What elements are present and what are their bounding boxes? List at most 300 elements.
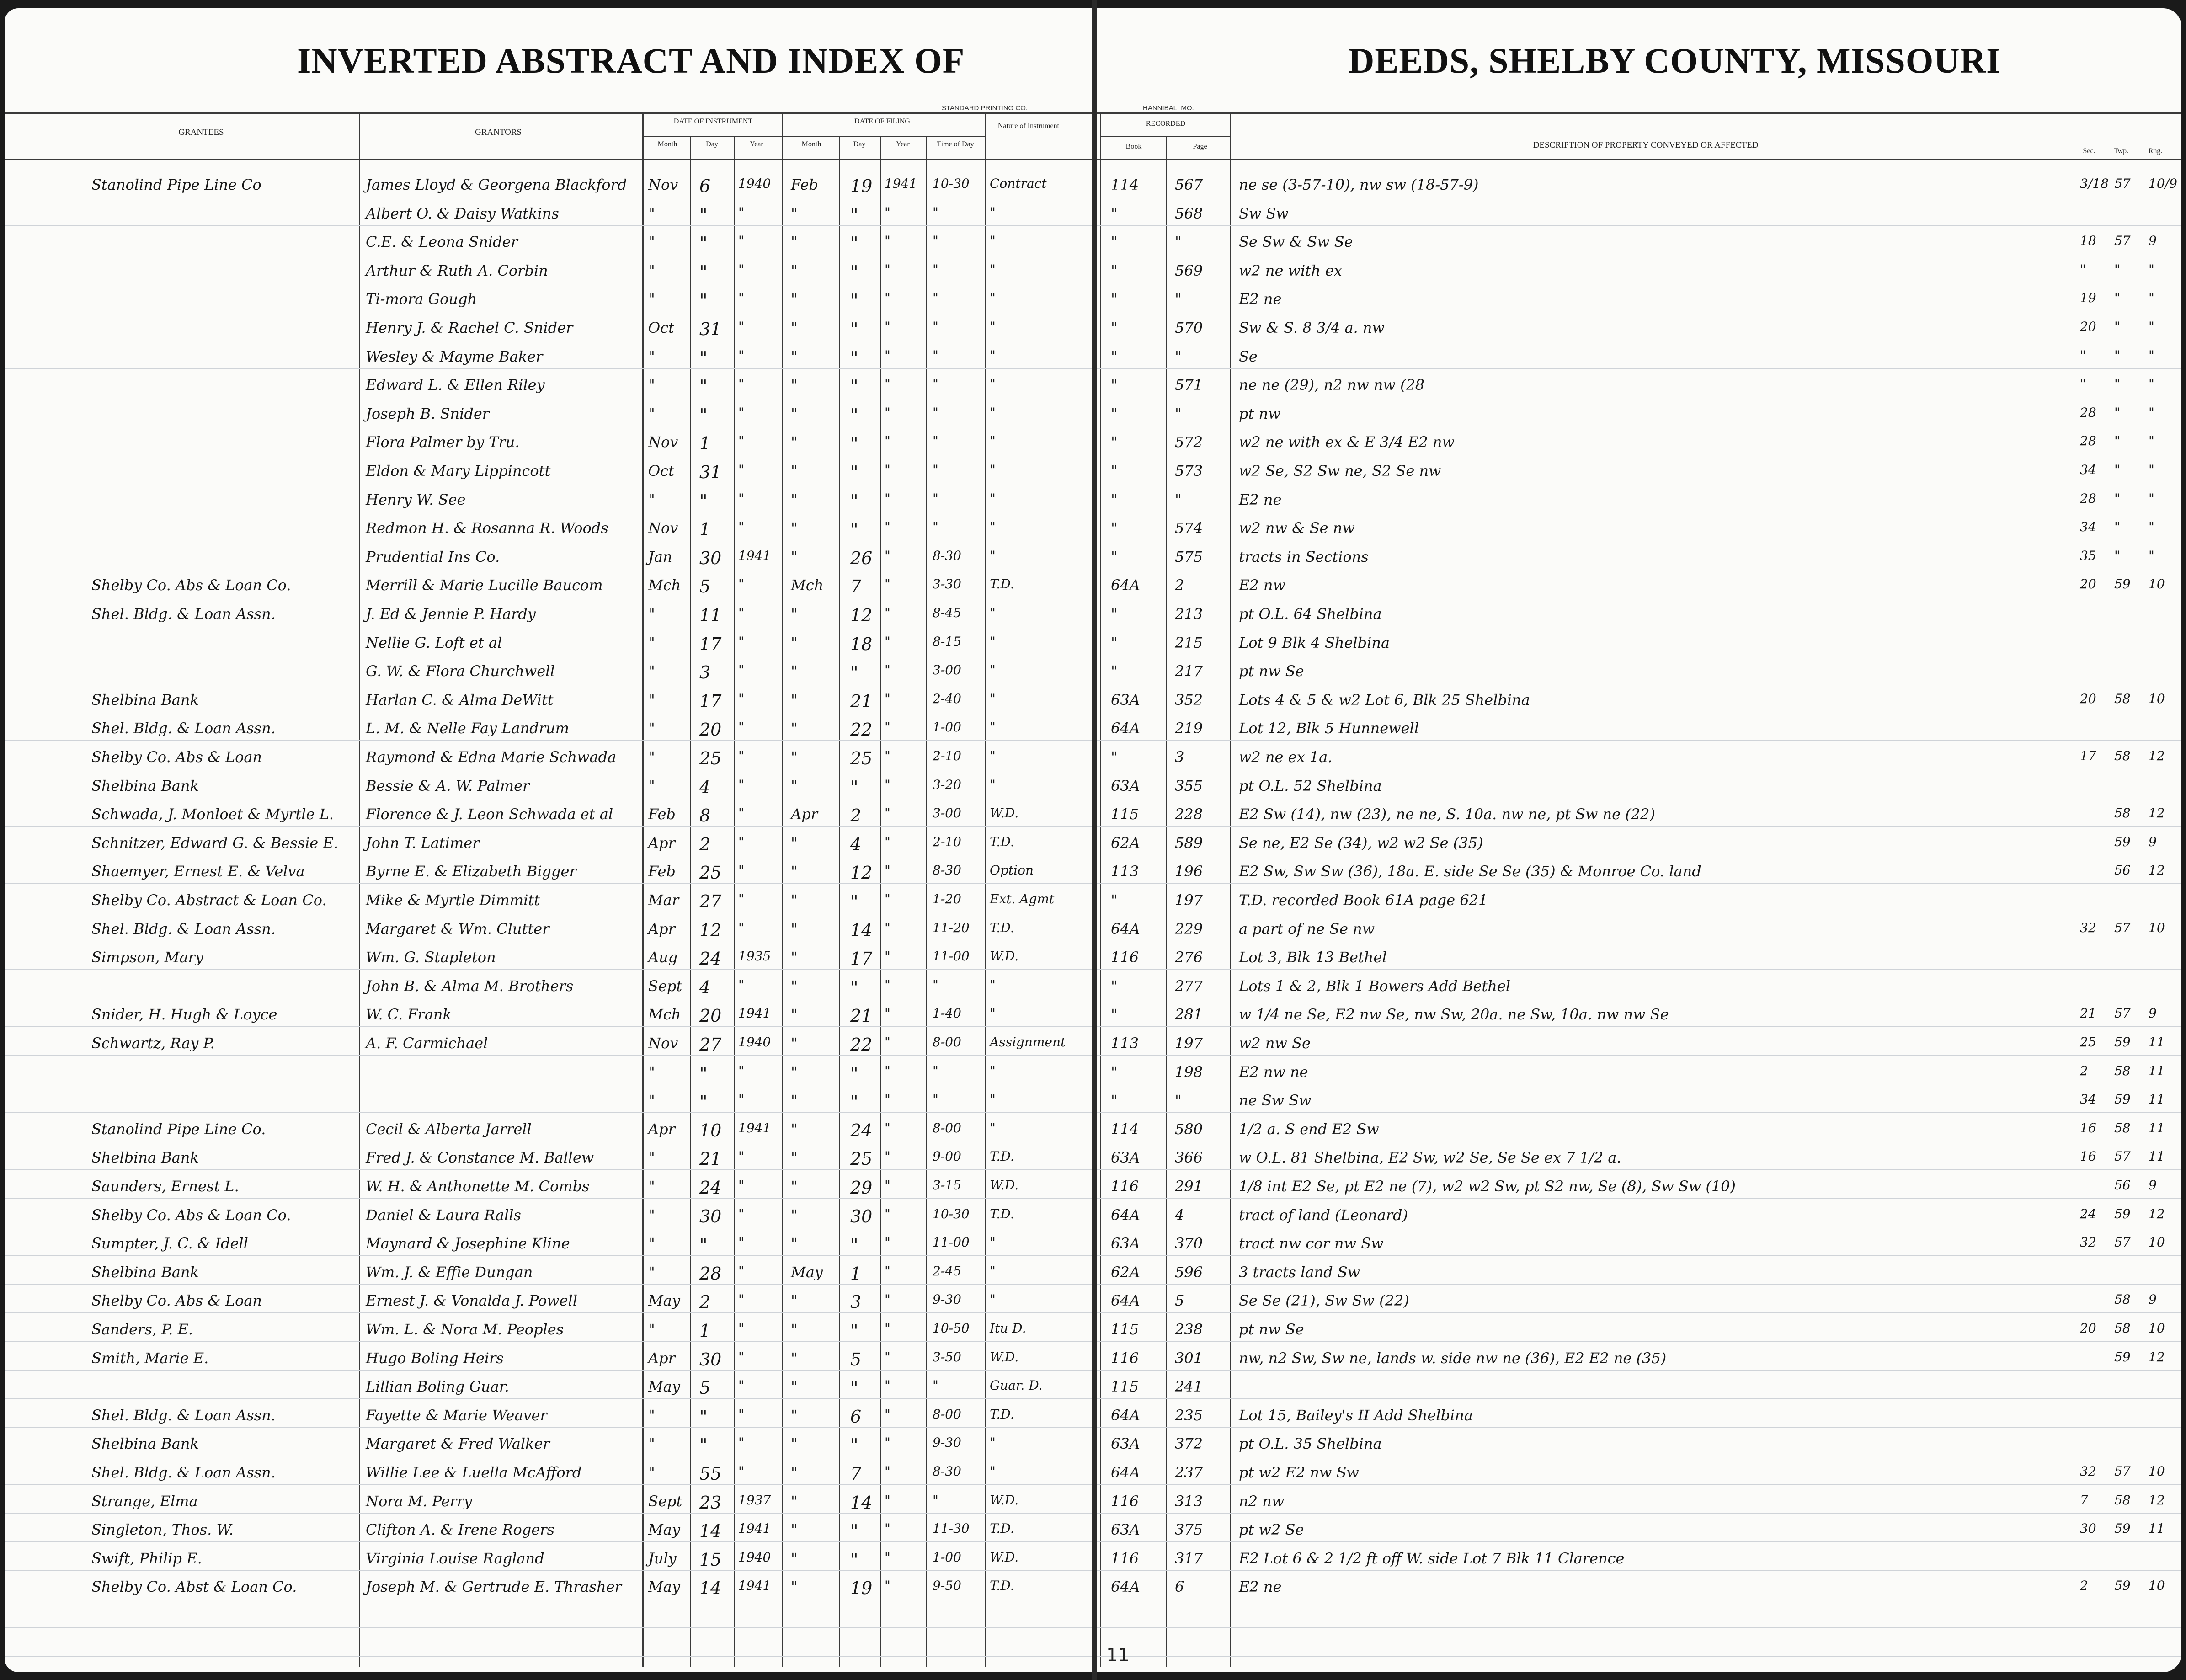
fil-month-cell: " <box>791 1321 798 1338</box>
fil-month-cell: " <box>791 433 798 451</box>
nature-cell: " <box>990 204 996 220</box>
grantor-cell: Redmon H. & Rosanna R. Woods <box>366 519 608 537</box>
twp-cell: 58 <box>2114 1492 2131 1508</box>
inst-day-cell: 5 <box>699 576 711 597</box>
time-cell: 3-30 <box>933 576 961 592</box>
time-cell: 3-50 <box>933 1349 961 1365</box>
fil-year-cell: " <box>885 1120 890 1136</box>
grantor-cell: James Lloyd & Georgena Blackford <box>366 176 627 193</box>
inst-day-cell: " <box>699 1235 708 1255</box>
rng-cell: 10 <box>2149 691 2165 706</box>
fil-month-cell: " <box>791 519 798 537</box>
book-cell: 63A <box>1111 1149 1140 1167</box>
twp-cell: 57 <box>2114 176 2131 191</box>
inst-month-header: Month <box>657 140 677 148</box>
book-cell: " <box>1111 405 1118 422</box>
grantee-cell: Smith, Marie E. <box>91 1349 209 1367</box>
inst-year-cell: " <box>738 1149 744 1164</box>
inst-year-cell: " <box>738 1435 744 1451</box>
inst-month-cell: Apr <box>648 834 675 852</box>
fil-year-cell: " <box>885 748 890 763</box>
inst-day-cell: 6 <box>699 176 711 196</box>
twp-cell: 58 <box>2114 748 2131 763</box>
time-cell: " <box>933 1063 938 1078</box>
fil-day-cell: 12 <box>850 605 873 625</box>
rng-cell: 12 <box>2149 748 2165 763</box>
grantee-cell: Shelby Co. Abstract & Loan Co. <box>91 891 327 909</box>
inst-day-header: Day <box>706 140 718 148</box>
nature-cell: " <box>990 1292 996 1307</box>
book-cell: " <box>1111 376 1118 394</box>
book-cell: " <box>1111 319 1118 336</box>
book-cell: 114 <box>1111 1120 1139 1138</box>
time-cell: " <box>933 519 938 535</box>
col-line-page <box>1166 136 1167 1667</box>
page-cell: 4 <box>1175 1206 1184 1224</box>
page-cell: " <box>1175 405 1182 422</box>
time-cell: 9-00 <box>933 1149 961 1164</box>
time-cell: 1-00 <box>933 1549 961 1565</box>
nature-cell: " <box>990 1235 996 1250</box>
fil-day-cell: " <box>850 1378 858 1398</box>
twp-cell: 58 <box>2114 805 2131 821</box>
fil-month-cell: " <box>791 261 798 279</box>
grantee-cell: Shelby Co. Abs & Loan Co. <box>91 576 291 594</box>
rng-cell: 11 <box>2149 1063 2165 1078</box>
fil-day-cell: " <box>850 433 858 454</box>
inst-day-cell: 27 <box>699 1035 722 1055</box>
page-cell: 313 <box>1175 1492 1203 1510</box>
fil-day-cell: 18 <box>850 634 873 654</box>
nature-cell: W.D. <box>990 1549 1019 1565</box>
fil-year-cell: " <box>885 863 890 878</box>
ruled-line <box>1097 1427 2181 1428</box>
fil-day-cell: 22 <box>850 1035 873 1055</box>
ruled-line <box>5 368 1092 369</box>
twp-cell: " <box>2114 462 2120 477</box>
sec-cell: " <box>2080 261 2086 277</box>
grantee-cell: Shelbina Bank <box>91 691 199 709</box>
time-cell: 3-00 <box>933 805 961 821</box>
inst-day-cell: 10 <box>699 1120 722 1141</box>
desc-cell: E2 nw ne <box>1239 1063 1308 1081</box>
ruled-line <box>1097 1284 2181 1285</box>
inst-year-cell: " <box>738 777 744 792</box>
grantor-cell: Virginia Louise Ragland <box>366 1549 544 1567</box>
fil-year-cell: 1941 <box>885 176 917 191</box>
inst-month-cell: " <box>648 1435 655 1453</box>
twp-cell: " <box>2114 519 2120 535</box>
time-cell: " <box>933 977 938 992</box>
grantor-cell: G. W. & Flora Churchwell <box>366 662 555 680</box>
inst-year-cell: " <box>738 1063 744 1078</box>
inst-year-cell: " <box>738 720 744 735</box>
time-cell: 11-00 <box>933 949 970 964</box>
fil-month-cell: " <box>791 491 798 508</box>
inst-day-cell: 12 <box>699 920 722 940</box>
header-top-rule <box>5 112 1092 114</box>
inst-year-cell: 1937 <box>738 1492 771 1508</box>
desc-cell: Sw & S. 8 3/4 a. nw <box>1239 319 1385 336</box>
rng-cell: 10/9 <box>2149 176 2177 191</box>
ruled-line <box>5 1112 1092 1113</box>
ruled-line <box>5 1198 1092 1199</box>
time-cell: " <box>933 376 938 392</box>
time-of-day-header: Time of Day <box>937 140 974 148</box>
inst-month-cell: July <box>648 1549 677 1567</box>
inst-year-cell: 1941 <box>738 548 771 563</box>
grantor-cell: L. M. & Nelle Fay Landrum <box>366 720 569 737</box>
ruled-line <box>5 883 1092 884</box>
rng-cell: 12 <box>2149 1349 2165 1365</box>
twp-cell: 58 <box>2114 691 2131 706</box>
fil-month-cell: " <box>791 748 798 766</box>
page-cell: 596 <box>1175 1263 1203 1281</box>
nature-cell: " <box>990 1092 996 1107</box>
page-cell: 570 <box>1175 319 1203 336</box>
ruled-line <box>1097 1112 2181 1113</box>
time-cell: 11-00 <box>933 1235 970 1250</box>
inst-year-cell: " <box>738 519 744 535</box>
right-ledger-page <box>1097 8 2181 1672</box>
ruled-line <box>5 1427 1092 1428</box>
grantor-cell: John B. & Alma M. Brothers <box>366 977 574 995</box>
fil-year-cell: " <box>885 1149 890 1164</box>
grantor-cell: Ti-mora Gough <box>366 290 477 308</box>
desc-cell: nw, n2 Sw, Sw ne, lands w. side nw ne (36), E2 E2 ne (35) <box>1239 1349 1667 1367</box>
ruled-line <box>5 225 1092 226</box>
inst-day-cell: " <box>699 261 708 282</box>
grantee-cell: Stanolind Pipe Line Co <box>91 176 261 193</box>
inst-month-cell: Mar <box>648 891 679 909</box>
grantee-cell: Schwada, J. Monloet & Myrtle L. <box>91 805 334 823</box>
inst-month-cell: May <box>648 1578 680 1596</box>
ruled-line <box>1097 1169 2181 1170</box>
fil-month-cell: " <box>791 1235 798 1253</box>
desc-cell: pt O.L. 52 Shelbina <box>1239 777 1382 795</box>
book-cell: 64A <box>1111 1578 1140 1596</box>
fil-year-cell: " <box>885 376 890 392</box>
fil-month-cell: " <box>791 319 798 336</box>
book-cell: 113 <box>1111 863 1139 880</box>
inst-year-cell: 1940 <box>738 176 771 191</box>
inst-month-cell: " <box>648 1149 655 1167</box>
ruled-line <box>1097 1255 2181 1256</box>
desc-cell: T.D. recorded Book 61A page 621 <box>1239 891 1488 909</box>
time-cell: " <box>933 491 938 506</box>
fil-day-cell: " <box>850 204 858 225</box>
book-cell: 115 <box>1111 1321 1139 1338</box>
fil-day-cell: " <box>850 1521 858 1541</box>
time-cell: 3-00 <box>933 662 961 678</box>
grantor-cell: C.E. & Leona Snider <box>366 233 518 251</box>
time-cell: 2-10 <box>933 834 961 849</box>
time-cell: " <box>933 462 938 477</box>
nature-cell: " <box>990 319 996 334</box>
fil-month-cell: " <box>791 605 798 623</box>
inst-month-cell: Nov <box>648 1035 678 1052</box>
rng-cell: 9 <box>2149 233 2157 249</box>
ruled-line <box>1097 1370 2181 1371</box>
fil-day-cell: 4 <box>850 834 862 854</box>
inst-month-cell: May <box>648 1521 680 1539</box>
time-cell: 2-10 <box>933 748 961 763</box>
desc-cell: w2 Se, S2 Sw ne, S2 Se nw <box>1239 462 1441 480</box>
page-cell: 366 <box>1175 1149 1203 1167</box>
twp-cell: 57 <box>2114 233 2131 249</box>
grantor-cell: Lillian Boling Guar. <box>366 1378 509 1396</box>
nature-cell: Contract <box>990 176 1047 191</box>
book-cell: 64A <box>1111 1292 1140 1310</box>
grantor-cell: Ernest J. & Vonalda J. Powell <box>366 1292 578 1310</box>
book-cell: 116 <box>1111 949 1139 966</box>
book-cell: " <box>1111 1092 1118 1109</box>
fil-month-cell: " <box>791 1063 798 1081</box>
fil-year-cell: " <box>885 605 890 620</box>
page-cell: " <box>1175 1092 1182 1109</box>
nature-cell: Assignment <box>990 1035 1066 1050</box>
twp-cell: 57 <box>2114 920 2131 935</box>
desc-cell: E2 ne <box>1239 1578 1282 1596</box>
ruled-line <box>5 1370 1092 1371</box>
fil-month-cell: " <box>791 834 798 852</box>
book-cell: 62A <box>1111 834 1140 852</box>
fil-month-cell: " <box>791 777 798 795</box>
nature-cell: T.D. <box>990 1406 1014 1422</box>
inst-month-cell: Oct <box>648 319 675 336</box>
inst-day-cell: 17 <box>699 634 722 654</box>
nature-cell: T.D. <box>990 1578 1014 1594</box>
fil-month-cell: " <box>791 949 798 966</box>
fil-year-cell: " <box>885 261 890 277</box>
col-line-time <box>926 136 927 1667</box>
ruled-line <box>5 1484 1092 1485</box>
desc-cell: ne Sw Sw <box>1239 1092 1312 1109</box>
time-cell: 8-00 <box>933 1406 961 1422</box>
time-cell: 2-45 <box>933 1263 961 1279</box>
nature-cell: Itu D. <box>990 1321 1026 1336</box>
ruled-line <box>5 1169 1092 1170</box>
fil-day-cell: " <box>850 519 858 540</box>
book-cell: " <box>1111 1006 1118 1024</box>
fil-month-cell: " <box>791 290 798 308</box>
fil-day-cell: 29 <box>850 1178 873 1198</box>
printer-imprint-left: STANDARD PRINTING CO. <box>942 104 1028 112</box>
fil-day-cell: 26 <box>850 548 873 568</box>
fil-day-cell: " <box>850 662 858 683</box>
desc-cell: pt w2 Se <box>1239 1521 1304 1539</box>
fil-year-cell: " <box>885 1406 890 1422</box>
inst-month-cell: " <box>648 1178 655 1195</box>
inst-year-cell: " <box>738 376 744 392</box>
fil-year-cell: " <box>885 548 890 563</box>
twp-cell: " <box>2114 433 2120 449</box>
grantee-cell: Shel. Bldg. & Loan Assn. <box>91 605 276 623</box>
nature-cell: " <box>990 720 996 735</box>
inst-year-cell: " <box>738 347 744 363</box>
inst-year-cell: " <box>738 462 744 477</box>
page-cell: 567 <box>1175 176 1203 193</box>
grantee-cell: Strange, Elma <box>91 1492 198 1510</box>
fil-year-cell: " <box>885 1035 890 1050</box>
inst-year-cell: " <box>738 634 744 649</box>
sec-cell: 16 <box>2080 1149 2096 1164</box>
grantee-cell: Shaemyer, Ernest E. & Velva <box>91 863 305 880</box>
grantee-cell: Snider, H. Hugh & Loyce <box>91 1006 277 1024</box>
twp-cell: 56 <box>2114 863 2131 878</box>
inst-day-cell: " <box>699 204 708 225</box>
fil-day-cell: " <box>850 462 858 482</box>
fil-year-cell: " <box>885 319 890 334</box>
fil-year-cell: " <box>885 1435 890 1451</box>
twp-cell: " <box>2114 261 2120 277</box>
nature-cell: " <box>990 1263 996 1279</box>
inst-month-cell: Mch <box>648 576 681 594</box>
inst-month-cell: " <box>648 1092 655 1109</box>
grantor-cell: Joseph M. & Gertrude E. Thrasher <box>366 1578 622 1596</box>
fil-year-cell: " <box>885 519 890 535</box>
fil-month-cell: " <box>791 1378 798 1396</box>
inst-day-cell: 1 <box>699 1321 711 1341</box>
fil-year-cell: " <box>885 1178 890 1193</box>
page-cell: 241 <box>1175 1378 1203 1396</box>
grantor-cell: Mike & Myrtle Dimmitt <box>366 891 540 909</box>
grantor-cell: Albert O. & Daisy Watkins <box>366 204 559 222</box>
fil-year-cell: " <box>885 204 890 220</box>
sec-cell: 16 <box>2080 1120 2096 1136</box>
grantor-cell: Margaret & Wm. Clutter <box>366 920 549 938</box>
nature-cell: W.D. <box>990 1492 1019 1508</box>
grantee-cell: Shel. Bldg. & Loan Assn. <box>91 1406 276 1424</box>
desc-cell: w 1/4 ne Se, E2 nw Se, nw Sw, 20a. ne Sw, 10a. nw nw Se <box>1239 1006 1669 1024</box>
left-ledger-page <box>5 8 1092 1672</box>
inst-year-cell: " <box>738 1092 744 1107</box>
book-gutter <box>1092 0 1097 1680</box>
inst-year-cell: 1935 <box>738 949 771 964</box>
inst-month-cell: " <box>648 1464 655 1481</box>
inst-month-cell: " <box>648 376 655 394</box>
ruled-line <box>5 1398 1092 1399</box>
grantee-cell: Shel. Bldg. & Loan Assn. <box>91 1464 276 1481</box>
rng-cell: " <box>2149 519 2154 535</box>
rng-cell: 10 <box>2149 1464 2165 1479</box>
time-cell: 9-50 <box>933 1578 961 1594</box>
fil-day-cell: 25 <box>850 748 873 768</box>
fil-month-cell: Apr <box>791 805 818 823</box>
sec-cell: 24 <box>2080 1206 2096 1221</box>
ruled-line <box>1097 1198 2181 1199</box>
inst-day-cell: " <box>699 1092 708 1112</box>
ruled-line <box>1097 740 2181 741</box>
book-cell: " <box>1111 347 1118 365</box>
nature-cell: W.D. <box>990 1178 1019 1193</box>
twp-cell: 59 <box>2114 1206 2131 1221</box>
fil-day-cell: " <box>850 290 858 311</box>
grantor-cell: Cecil & Alberta Jarrell <box>366 1120 532 1138</box>
twp-cell: 59 <box>2114 576 2131 592</box>
grantor-cell: Prudential Ins Co. <box>366 548 500 565</box>
page-cell: 217 <box>1175 662 1203 680</box>
book-cell: 116 <box>1111 1492 1139 1510</box>
grantor-cell: Nora M. Perry <box>366 1492 472 1510</box>
inst-month-cell: Sept <box>648 1492 682 1510</box>
grantee-cell: Singleton, Thos. W. <box>91 1521 234 1539</box>
inst-day-cell: 21 <box>699 1149 722 1169</box>
time-cell: 1-20 <box>933 891 961 907</box>
inst-year-cell: " <box>738 405 744 420</box>
fil-day-cell: 17 <box>850 949 873 969</box>
grantee-cell: Shelbina Bank <box>91 1149 199 1167</box>
sec-cell: 28 <box>2080 405 2096 420</box>
inst-month-cell: Nov <box>648 176 678 193</box>
rng-cell: " <box>2149 319 2154 334</box>
grantor-cell: W. H. & Anthonette M. Combs <box>366 1178 590 1195</box>
inst-day-cell: 20 <box>699 720 722 740</box>
fil-year-cell: " <box>885 1006 890 1021</box>
nature-cell: " <box>990 634 996 649</box>
twp-cell: " <box>2114 376 2120 392</box>
grantor-cell: Nellie G. Loft et al <box>366 634 502 651</box>
inst-month-cell: May <box>648 1378 680 1396</box>
desc-cell: Lots 4 & 5 & w2 Lot 6, Blk 25 Shelbina <box>1239 691 1530 709</box>
book-cell: " <box>1111 1063 1118 1081</box>
page-cell: " <box>1175 347 1182 365</box>
time-cell: 3-15 <box>933 1178 961 1193</box>
desc-cell: 1/2 a. S end E2 Sw <box>1239 1120 1379 1138</box>
page-header: Page <box>1193 143 1207 150</box>
book-header: Book <box>1125 143 1142 150</box>
desc-cell: n2 nw <box>1239 1492 1285 1510</box>
time-cell: 8-30 <box>933 1464 961 1479</box>
inst-month-cell: " <box>648 634 655 651</box>
fil-month-cell: " <box>791 1206 798 1224</box>
grantor-cell: Henry J. & Rachel C. Snider <box>366 319 573 336</box>
fil-month-cell: May <box>791 1263 823 1281</box>
nature-cell: " <box>990 748 996 763</box>
page-cell: 573 <box>1175 462 1203 480</box>
grantor-cell: Fred J. & Constance M. Ballew <box>366 1149 594 1167</box>
time-cell: 1-00 <box>933 720 961 735</box>
inst-year-cell: " <box>738 748 744 763</box>
sec-cell: 32 <box>2080 920 2096 935</box>
inst-day-cell: 30 <box>699 548 722 568</box>
fil-day-cell: 6 <box>850 1406 862 1427</box>
page-cell: 569 <box>1175 261 1203 279</box>
fil-day-cell: 19 <box>850 1578 873 1599</box>
fil-month-cell: " <box>791 720 798 737</box>
inst-year-cell: " <box>738 691 744 706</box>
ruled-line <box>5 740 1092 741</box>
ruled-line <box>1097 368 2181 369</box>
grantee-cell: Stanolind Pipe Line Co. <box>91 1120 266 1138</box>
inst-day-cell: 4 <box>699 777 711 797</box>
inst-day-cell: 5 <box>699 1378 711 1398</box>
sec-cell: 34 <box>2080 1092 2096 1107</box>
fil-day-cell: " <box>850 977 858 997</box>
sec-cell: " <box>2080 376 2086 392</box>
fil-month-cell: " <box>791 891 798 909</box>
inst-day-cell: 31 <box>699 319 722 339</box>
ruled-line <box>5 1656 1092 1657</box>
book-cell: 116 <box>1111 1549 1139 1567</box>
fil-day-cell: " <box>850 1321 858 1341</box>
sec-cell: 35 <box>2080 548 2096 563</box>
ruled-line <box>5 1284 1092 1285</box>
fil-day-cell: " <box>850 1063 858 1083</box>
rng-cell: 9 <box>2149 1178 2157 1193</box>
book-cell: " <box>1111 491 1118 508</box>
rng-cell: 12 <box>2149 1206 2165 1221</box>
